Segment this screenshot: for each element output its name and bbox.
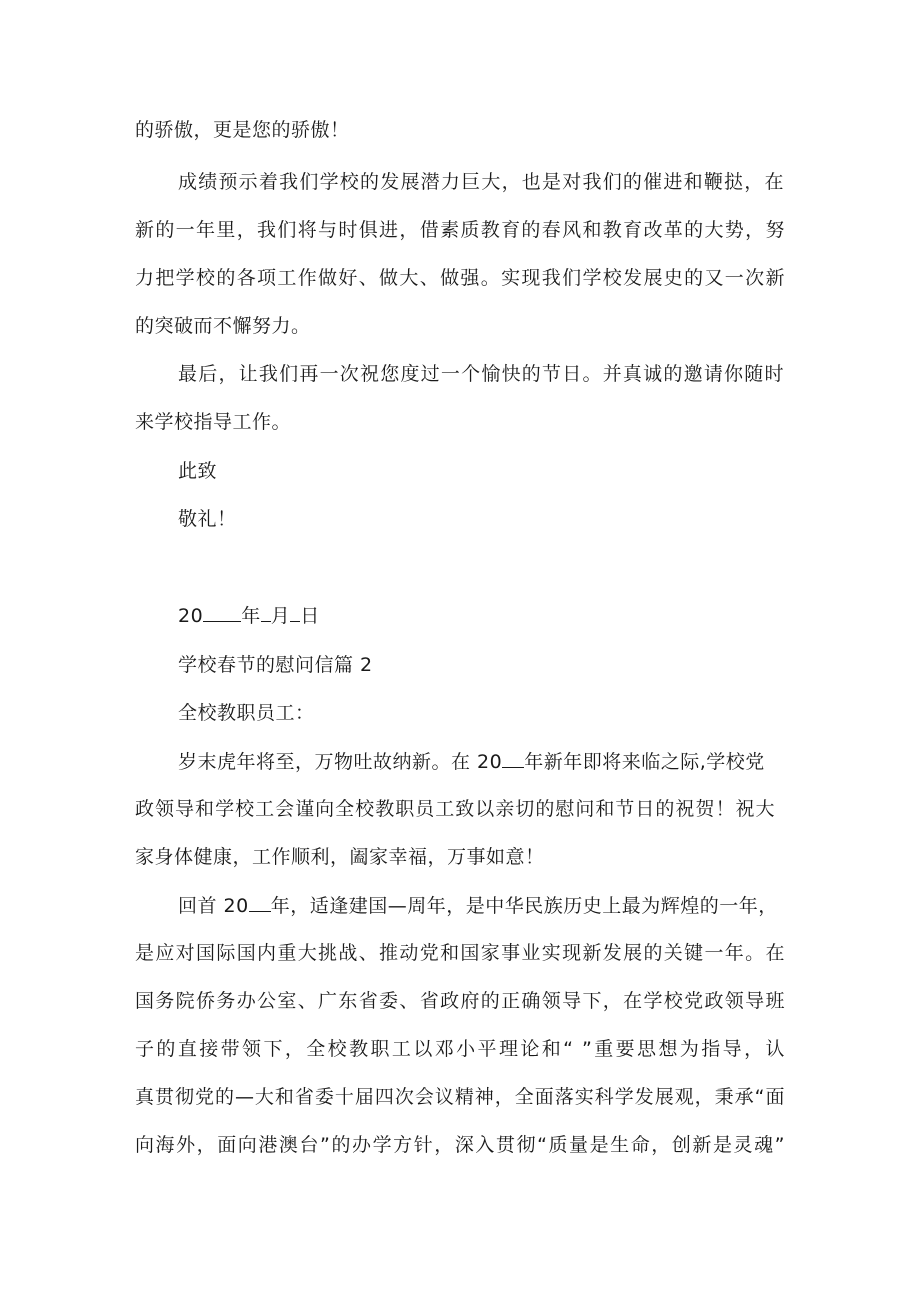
date-month-suffix: 月: [270, 605, 291, 627]
date-year-prefix: 20: [178, 605, 204, 627]
paragraph-line: 家身体健康，工作顺利，阖家幸福，万事如意！: [135, 846, 545, 868]
paragraph-line: 真贯彻党的—大和省委十届四次会议精神，全面落实科学发展观，秉承“面: [135, 1086, 785, 1108]
paragraph-line: 来学校指导工作。: [135, 411, 292, 433]
paragraph-line: 子的直接带领下，全校教职工以邓小平理论和“ ”重要思想为指导，认: [135, 1038, 785, 1060]
date-day-suffix: 日: [300, 605, 320, 627]
year-text: 20: [477, 751, 503, 773]
paragraph-line: 力把学校的各项工作做好、做大、做强。实现我们学校发展史的又一次新: [135, 267, 785, 289]
paragraph-line: 政领导和学校工会谨向全校教职员工致以亲切的慰问和节日的祝贺！祝大: [135, 798, 775, 820]
paragraph-line: 成绩预示着我们学校的发展潜力巨大，也是对我们的催进和鞭挞，在: [178, 171, 784, 193]
paragraph-text: 岁末虎年将至，万物吐故纳新。在: [178, 751, 478, 773]
paragraph-line: [178, 749, 765, 774]
paragraph-line: 的突破而不懈努力。: [135, 315, 311, 337]
paragraph-line: 向海外，面向港澳台”的办学方针，深入贯彻“质量是生命，创新是灵魂”: [135, 1134, 785, 1156]
date-month-blank: [261, 603, 271, 622]
date-year-suffix: 年: [241, 605, 261, 627]
date-year-blank: [203, 603, 241, 622]
paragraph-line: [178, 893, 778, 918]
paragraph-text: 年，适逢建国—周年，是中华民族历史上最为辉煌的一年，: [270, 895, 778, 917]
paragraph-text: 回首: [178, 895, 224, 917]
paragraph-line: 国务院侨务办公室、广东省委、省政府的正确领导下，在学校党政领导班: [135, 990, 785, 1012]
paragraph-line: 最后，让我们再一次祝您度过一个愉快的节日。并真诚的邀请你随时: [178, 363, 784, 385]
year-blank: [502, 749, 524, 768]
closing-jing-li: 敬礼！: [178, 508, 237, 530]
closing-ci-zhi: 此致: [178, 460, 218, 482]
paragraph-line: 是应对国际国内重大挑战、推动党和国家事业实现新发展的关键一年。在: [135, 942, 785, 964]
date-line: [178, 603, 320, 628]
continuation-line: 的骄傲，更是您的骄傲！: [135, 119, 350, 141]
paragraph-line: 新的一年里，我们将与时俱进，借素质教育的春风和教育改革的大势，努: [135, 219, 785, 241]
paragraph-text: 年新年即将来临之际,学校党: [524, 751, 765, 773]
year-blank: [249, 893, 271, 912]
section-title: 学校春节的慰问信篇 2: [178, 654, 373, 676]
salutation: 全校教职员工：: [178, 702, 315, 724]
year-text: 20: [223, 895, 249, 917]
date-day-blank: [290, 603, 300, 622]
